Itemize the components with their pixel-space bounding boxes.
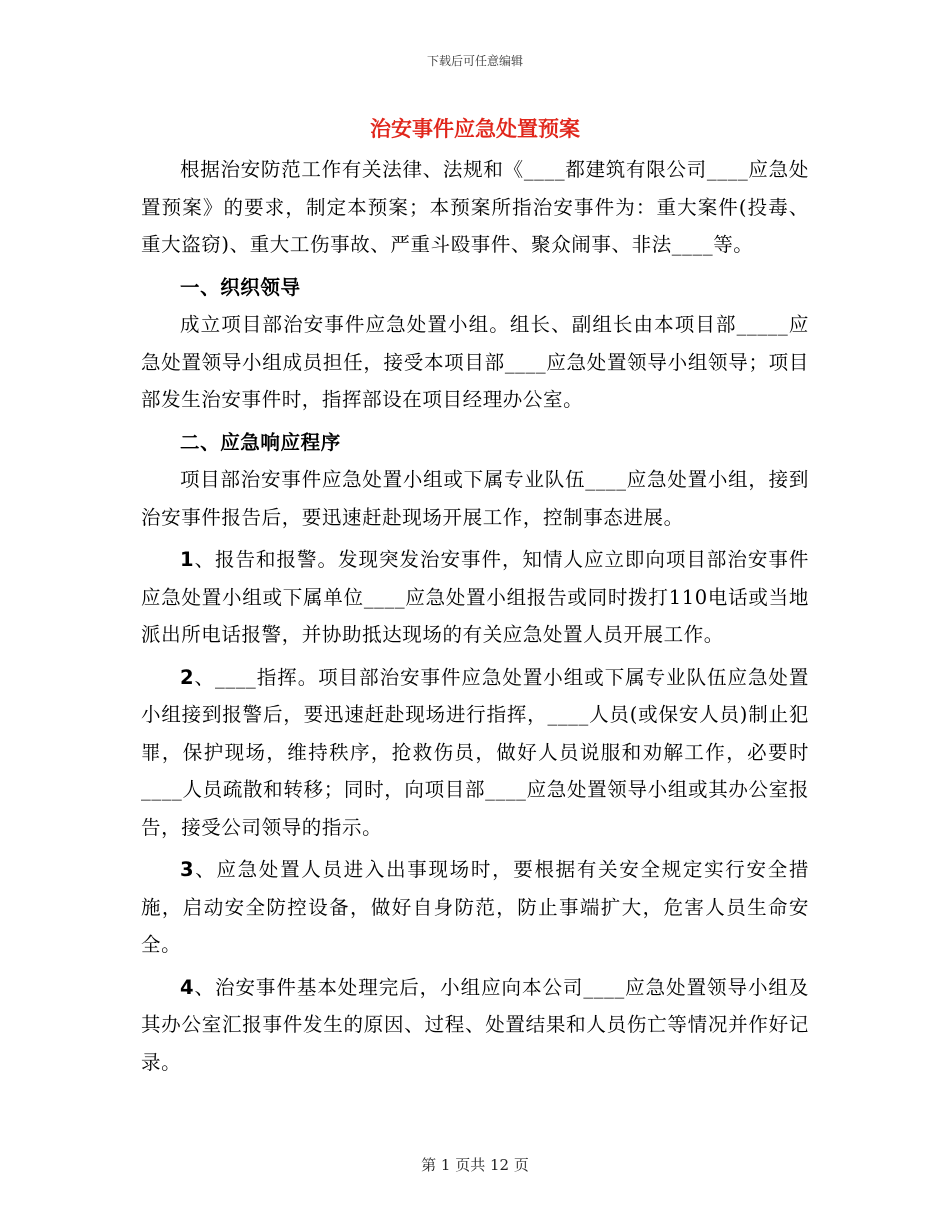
page-number-footer: 第 1 页共 12 页 xyxy=(421,1156,529,1174)
document-body xyxy=(141,151,809,1081)
item-number: 1 xyxy=(180,548,195,571)
list-item-safety xyxy=(141,851,809,964)
list-item-report xyxy=(141,541,809,654)
item-text: 、治安事件基本处理完后，小组应向本公司____应急处置领导小组及其办公室汇报事件发生的原因、过程、处置结果和人员伤亡等情况并作好记录。 xyxy=(141,975,809,1074)
item-number: 4 xyxy=(180,975,195,999)
item-text: 、应急处置人员进入出事现场时，要根据有关安全规定实行安全措施，启动安全防控设备，做好自身防范，防止事端扩大，危害人员生命安全。 xyxy=(141,858,809,956)
list-item-reporting xyxy=(141,969,809,1082)
document-title: 治安事件应急处置预案 xyxy=(370,117,580,141)
section-heading-response: 二、应急响应程序 xyxy=(180,430,341,454)
organization-paragraph: 成立项目部治安事件应急处置小组。组长、副组长由本项目部_____应急处置领导小组成员担任，接受本项目部____应急处置领导小组领导；项目部发生治安事件时，指挥部设在项目经理办公室。 xyxy=(141,313,809,411)
item-number: 3 xyxy=(180,858,195,881)
item-number: 2 xyxy=(180,665,195,689)
response-paragraph: 项目部治安事件应急处置小组或下属专业队伍____应急处置小组，接到治安事件报告后，要迅速赶赴现场开展工作，控制事态进展。 xyxy=(141,468,809,529)
page-header: 下载后可任意编辑 xyxy=(426,54,523,68)
item-text: 、报告和报警。发现突发治安事件，知情人应立即向项目部治安事件应急处置小组或下属单位____应急处置小组报告或同时拨打110电话或当地派出所电话报警，并协助抵达现场的有关应急处置人员开展工作。 xyxy=(141,548,809,646)
intro-paragraph: 根据治安防范工作有关法律、法规和《____都建筑有限公司____应急处置预案》的要求，制定本预案；本预案所指治安事件为：重大案件(投毒、重大盗窃)、重大工伤事故、严重斗殴事件、聚众闹事、非法____等。 xyxy=(141,158,809,256)
list-item-command xyxy=(141,659,809,847)
item-text: 、____指挥。项目部治安事件应急处置小组或下属专业队伍应急处置小组接到报警后，要迅速赶赴现场进行指挥，____人员(或保安人员)制止犯罪，保护现场，维持秩序，抢救伤员，做好人员说服和劝解工作，必要时____人员疏散和转移；同时，向项目部____应急处置领导小组或其办公室报告，接受公司领导的指示。 xyxy=(141,665,809,839)
section-heading-organization: 一、织织领导 xyxy=(180,275,301,299)
